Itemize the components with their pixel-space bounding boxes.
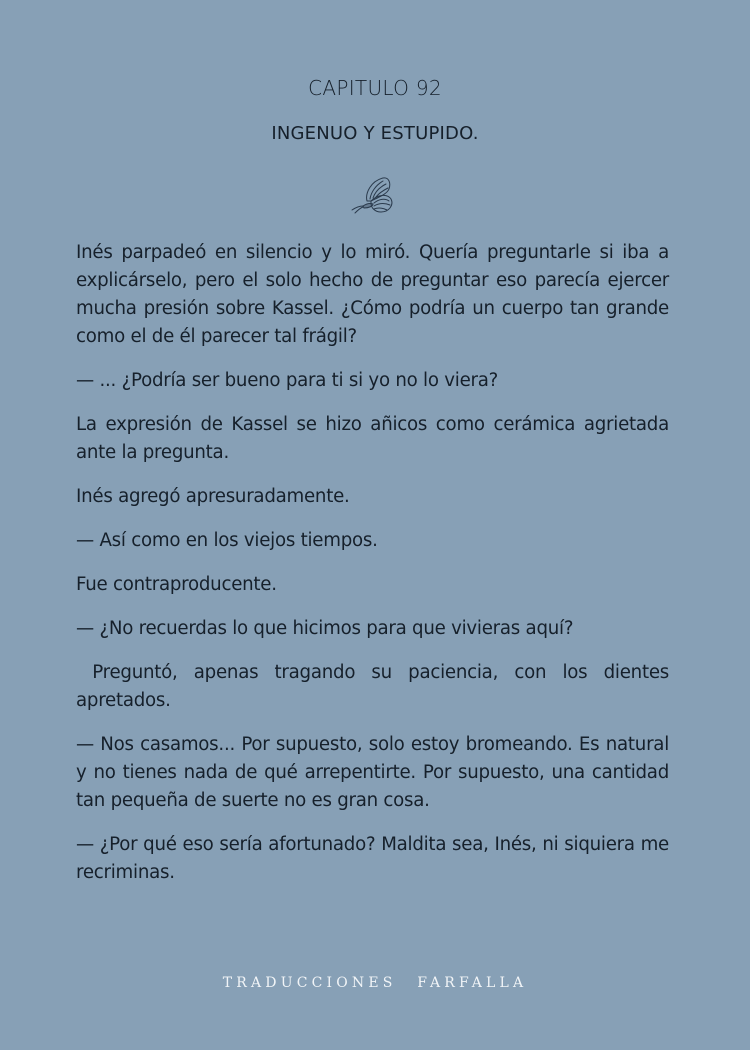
chapter-body xyxy=(76,239,675,903)
credit-word-1: TRADUCCIONES xyxy=(222,975,397,991)
paragraph: Preguntó, apenas tragando su paciencia, con los dientes apretados. xyxy=(76,662,675,711)
paragraph: Inés agregó apresuradamente. xyxy=(76,486,350,507)
paragraph: — Así como en los viejos tiempos. xyxy=(76,530,378,551)
butterfly-icon xyxy=(349,175,395,215)
paragraph: — Nos casamos... Por supuesto, solo estoy bromeando. Es natural y no tienes nada de qué arrepentirte. Por supuesto, una cantidad tan pequeña de suerte no es gran cosa. xyxy=(76,734,669,811)
paragraph: — ... ¿Podría ser bueno para ti si yo no lo viera? xyxy=(76,370,499,391)
chapter-title: INGENUO Y ESTUPIDO. xyxy=(271,123,479,144)
paragraph: — ¿No recuerdas lo que hicimos para que vivieras aquí? xyxy=(76,618,574,639)
paragraph: La expresión de Kassel se hizo añicos como cerámica agrietada ante la pregunta. xyxy=(76,414,669,463)
paragraph: Inés parpadeó en silencio y lo miró. Quería preguntarle si iba a explicárselo, pero el solo hecho de preguntar eso parecía ejercer mucha presión sobre Kassel. ¿Cómo podría un cuerpo tan grande como el de él parecer tal frágil? xyxy=(76,242,669,347)
credit-word-2: FARFALLA xyxy=(417,975,528,991)
paragraph: — ¿Por qué eso sería afortunado? Maldita sea, Inés, ni siquiera me recriminas. xyxy=(76,834,669,883)
chapter-number: CAPITULO 92 xyxy=(308,76,442,100)
translator-credit xyxy=(0,975,750,991)
paragraph: Fue contraproducente. xyxy=(76,574,277,595)
